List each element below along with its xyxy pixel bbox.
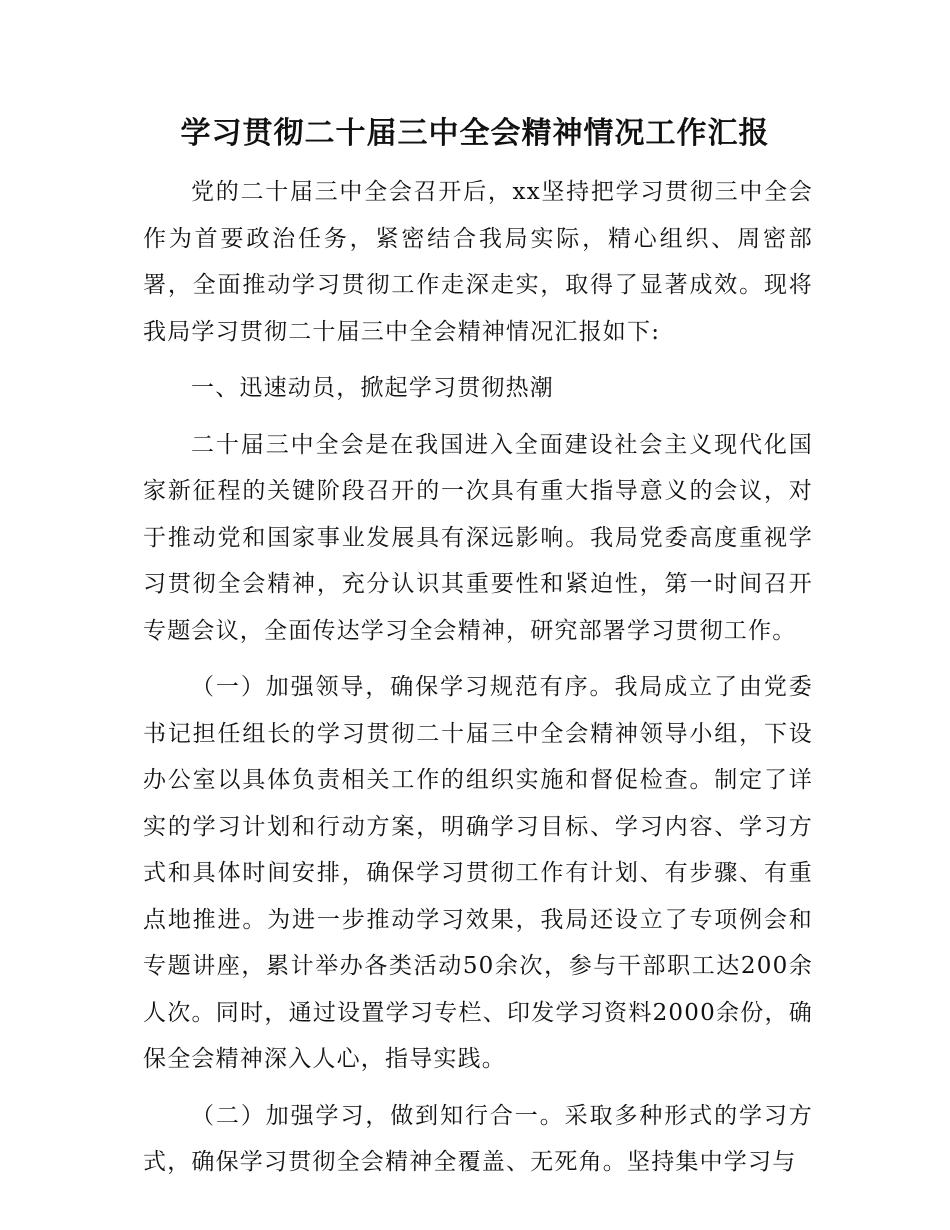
subsection-2-paragraph: （二）加强学习，做到知行合一。采取多种形式的学习方式，确保学习贯彻全会精神全覆盖、无死角。坚持集中学习与 [143,1102,813,1175]
intro-paragraph: 党的二十届三中全会召开后，xx坚持把学习贯彻三中全会作为首要政治任务，紧密结合我局实际，精心组织、周密部署，全面推动学习贯彻工作走深走实，取得了显著成效。现将我局学习贯彻二十届三中全会精神情况汇报如下: [143,179,813,345]
document-title: 学习贯彻二十届三中全会精神情况工作汇报 [180,116,770,151]
subsection-1-paragraph: （一）加强领导，确保学习规范有序。我局成立了由党委书记担任组长的学习贯彻二十届三中全会精神领导小组，下设办公室以具体负责相关工作的组织实施和督促检查。制定了详实的学习计划和行动方案，明确学习目标、学习内容、学习方式和具体时间安排，确保学习贯彻工作有计划、有步骤、有重点地推进。为进一步推动学习效果，我局还设立了专项例会和专题讲座，累计举办各类活动50余次，参与干部职工达200余人次。同时，通过设置学习专栏、印发学习资料2000余份，确保全会精神深入人心，指导实践。 [143,674,813,1072]
document-body [143,169,813,1186]
section-heading-1: 一、迅速动员，掀起学习贯彻热潮 [191,375,554,401]
section-1-paragraph: 二十届三中全会是在我国进入全面建设社会主义现代化国家新征程的关键阶段召开的一次具有重大指导意义的会议，对于推动党和国家事业发展具有深远影响。我局党委高度重视学习贯彻全会精神，充分认识其重要性和紧迫性，第一时间召开专题会议，全面传达学习全会精神，研究部署学习贯彻工作。 [143,431,813,644]
